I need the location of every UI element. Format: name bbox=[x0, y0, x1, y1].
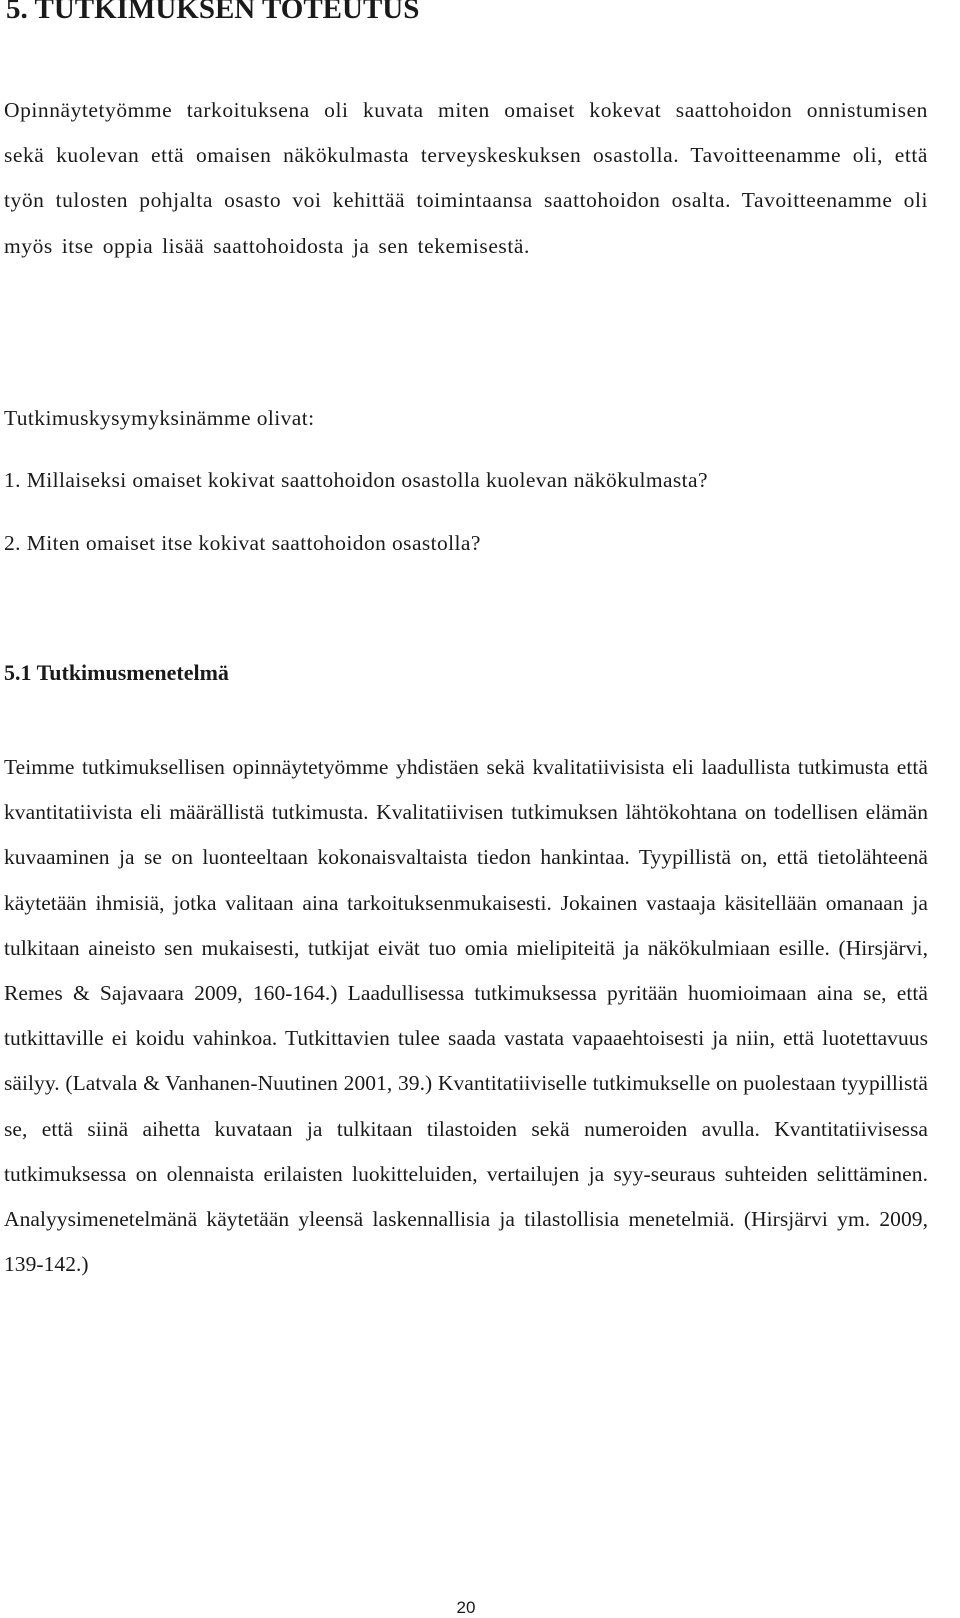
section-subheading: 5.1 Tutkimusmenetelmä bbox=[4, 660, 229, 685]
research-question-2: 2. Miten omaiset itse kokivat saattohoidon osastolla? bbox=[4, 531, 481, 555]
page-number: 20 bbox=[456, 1598, 476, 1617]
intro-paragraph: Opinnäytetyömme tarkoituksena oli kuvata miten omaiset kokevat saattohoidon onnistumisen sekä kuolevan että omaisen näkökulmasta terveyskeskuksen osastolla. Tavoitteenamme oli, että työn tulosten pohjalta osasto voi kehittää toimintaansa saattohoidon osalta. Tavoitteenamme oli myös itse oppia lisää saattohoidosta ja sen tekemisestä. bbox=[4, 98, 928, 258]
questions-intro: Tutkimuskysymyksinämme olivat: bbox=[4, 406, 315, 430]
research-question-1: 1. Millaiseksi omaiset kokivat saattohoidon osastolla kuolevan näkökulmasta? bbox=[4, 468, 708, 492]
method-paragraph: Teimme tutkimuksellisen opinnäytetyömme yhdistäen sekä kvalitatiivisista eli laadullista tutkimusta että kvantitatiivista eli määrällistä tutkimusta. Kvalitatiivisen tutkimuksen lähtökohtana on todellisen elämän kuvaaminen ja se on luonteeltaan kokonaisvaltaista tiedon hankintaa. Tyypillistä on, että tietolähteenä käytetään ihmisiä, jotka valitaan aina tarkoituksenmukaisesti. Jokainen vastaaja käsitellään omanaan ja tulkitaan aineisto sen mukaisesti, tutkijat eivät tuo omia mielipiteitä ja näkökulmiaan esille. (Hirsjärvi, Remes & Sajavaara 2009, 160-164.) Laadullisessa tutkimuksessa pyritään huomioimaan aina se, että tutkittaville ei koidu vahinkoa. Tutkittavien tulee saada vastata vapaaehtoisesti ja niin, että luotettavuus säilyy. (Latvala & Vanhanen-Nuutinen 2001, 39.) Kvantitatiiviselle tutkimukselle on puolestaan tyypillistä se, että siinä aihetta kuvataan ja tulkitaan tilastoiden sekä numeroiden avulla. Kvantitatiivisessa tutkimuksessa on olennaista erilaisten luokitteluiden, vertailujen ja syy-seuraus suhteiden selittäminen. Analyysimenetelmänä käytetään yleensä laskennallisia ja tilastollisia menetelmiä. (Hirsjärvi ym. 2009, 139-142.) bbox=[4, 755, 928, 1277]
page-title: 5. TUTKIMUKSEN TOTEUTUS bbox=[6, 0, 420, 25]
